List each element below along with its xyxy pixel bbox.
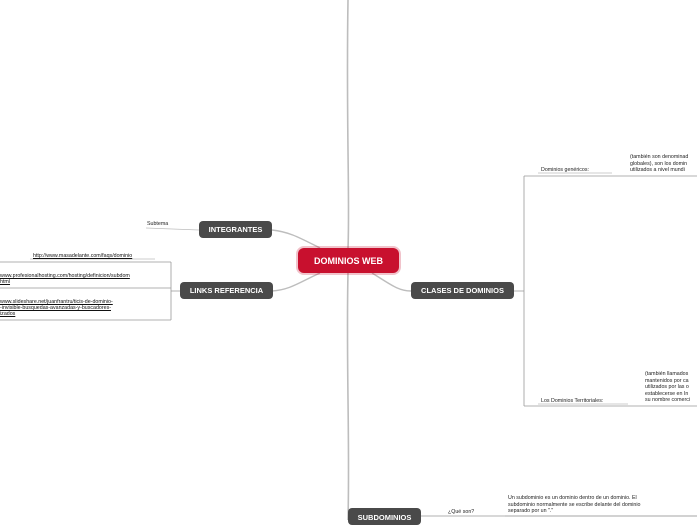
desc-line: su nombre comerci [645,397,691,404]
desc-line: subdominio normalmente se escribe delante del dominio [508,501,641,508]
desc-line: (también son denominad [630,154,689,160]
reference-link[interactable]: http://www.masadelante.com/faqs/dominio [33,253,133,259]
desc-line: mantenidos por ca [645,377,689,384]
link-main-integrantes [272,230,320,248]
subtopic-subtema[interactable]: Subtema [147,221,169,227]
topic-dominios-genericos[interactable]: Dominios genéricos: [541,167,589,173]
desc-dominios-territoriales [645,371,697,407]
desc-line: establecerse en In [645,390,689,397]
link-integrantes-subtema [146,228,199,230]
reference-link-continued[interactable]: -invisible-busquedas-avanzadas-y-buscadores- [0,305,111,311]
desc-line: (también llamados [645,371,689,377]
desc-line: utilizados a nivel mundi [630,167,685,174]
central-topic[interactable]: DOMINIOS WEB [298,248,399,273]
reference-link[interactable]: www.slideshare.net/juanfrantru/ticis-de-dominio- [0,299,113,305]
branch-integrantes[interactable]: INTEGRANTES [199,221,272,238]
topic-que-son[interactable]: ¿Qué son? [448,509,475,515]
desc-dominios-genericos [629,154,697,176]
reference-link[interactable]: www.profesionalhosting.com/hosting/definicion/subdom [0,273,130,279]
reference-link-continued[interactable]: izados [0,311,16,317]
branch-subdominios[interactable]: SUBDOMINIOS [348,508,421,525]
desc-subdominios [507,495,697,517]
reference-link-continued[interactable]: html [0,279,11,285]
desc-line: separado por un "." [508,508,554,515]
topic-dominios-territoriales[interactable]: Los Dominios Territoriales: [541,398,604,404]
desc-line: Un subdominio es un dominio dentro de un dominio. El [508,495,637,501]
link-main-clases [372,273,411,291]
branch-links-referencia[interactable]: LINKS REFERENCIA [180,282,273,299]
desc-line: utilizados por las o [645,384,689,391]
branch-clases-de-dominios[interactable]: CLASES DE DOMINIOS [411,282,514,299]
desc-line: globales), son los domin [630,160,688,167]
link-main-links [272,273,320,291]
